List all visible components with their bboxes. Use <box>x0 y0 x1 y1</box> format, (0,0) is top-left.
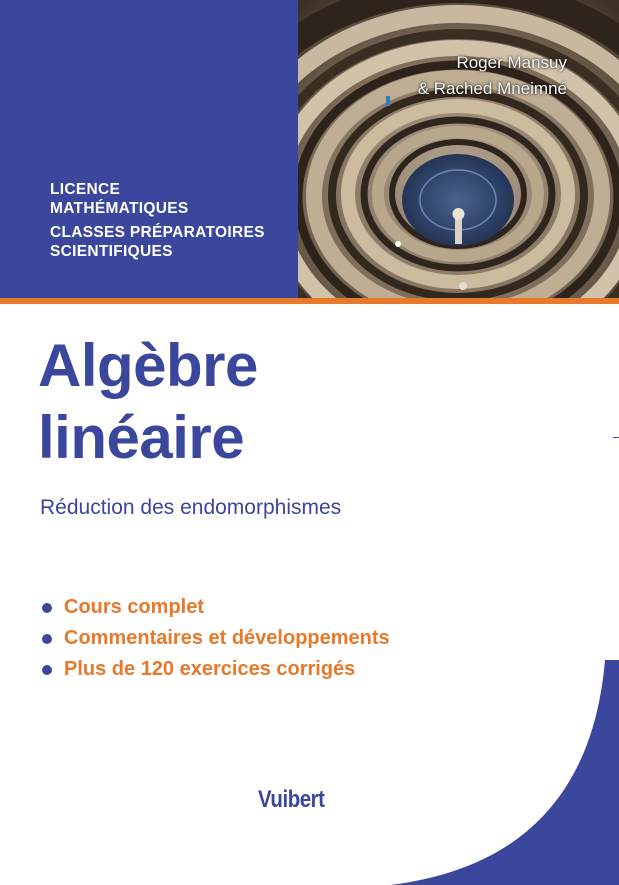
feature-text: Plus de 120 exercices corrigés <box>64 658 356 680</box>
series-line-classes: CLASSES PRÉPARATOIRES <box>50 224 265 241</box>
title-line-2: linéaire <box>38 404 245 471</box>
book-subtitle: Réduction des endomorphismes <box>40 496 342 519</box>
publisher-logo: Vuibert <box>258 786 325 813</box>
feature-text: Commentaires et développements <box>64 627 390 649</box>
series-line-mathematiques: MATHÉMATIQUES <box>50 200 189 217</box>
edge-tick-mark <box>613 437 619 438</box>
series-line-scientifiques: SCIENTIFIQUES <box>50 243 173 260</box>
series-line-licence: LICENCE <box>50 181 121 198</box>
author-1: Roger Mansuy <box>456 53 567 72</box>
title-line-1: Algèbre <box>38 332 258 399</box>
author-2: & Rached Mneimné <box>417 79 567 98</box>
feature-text: Cours complet <box>64 596 205 618</box>
